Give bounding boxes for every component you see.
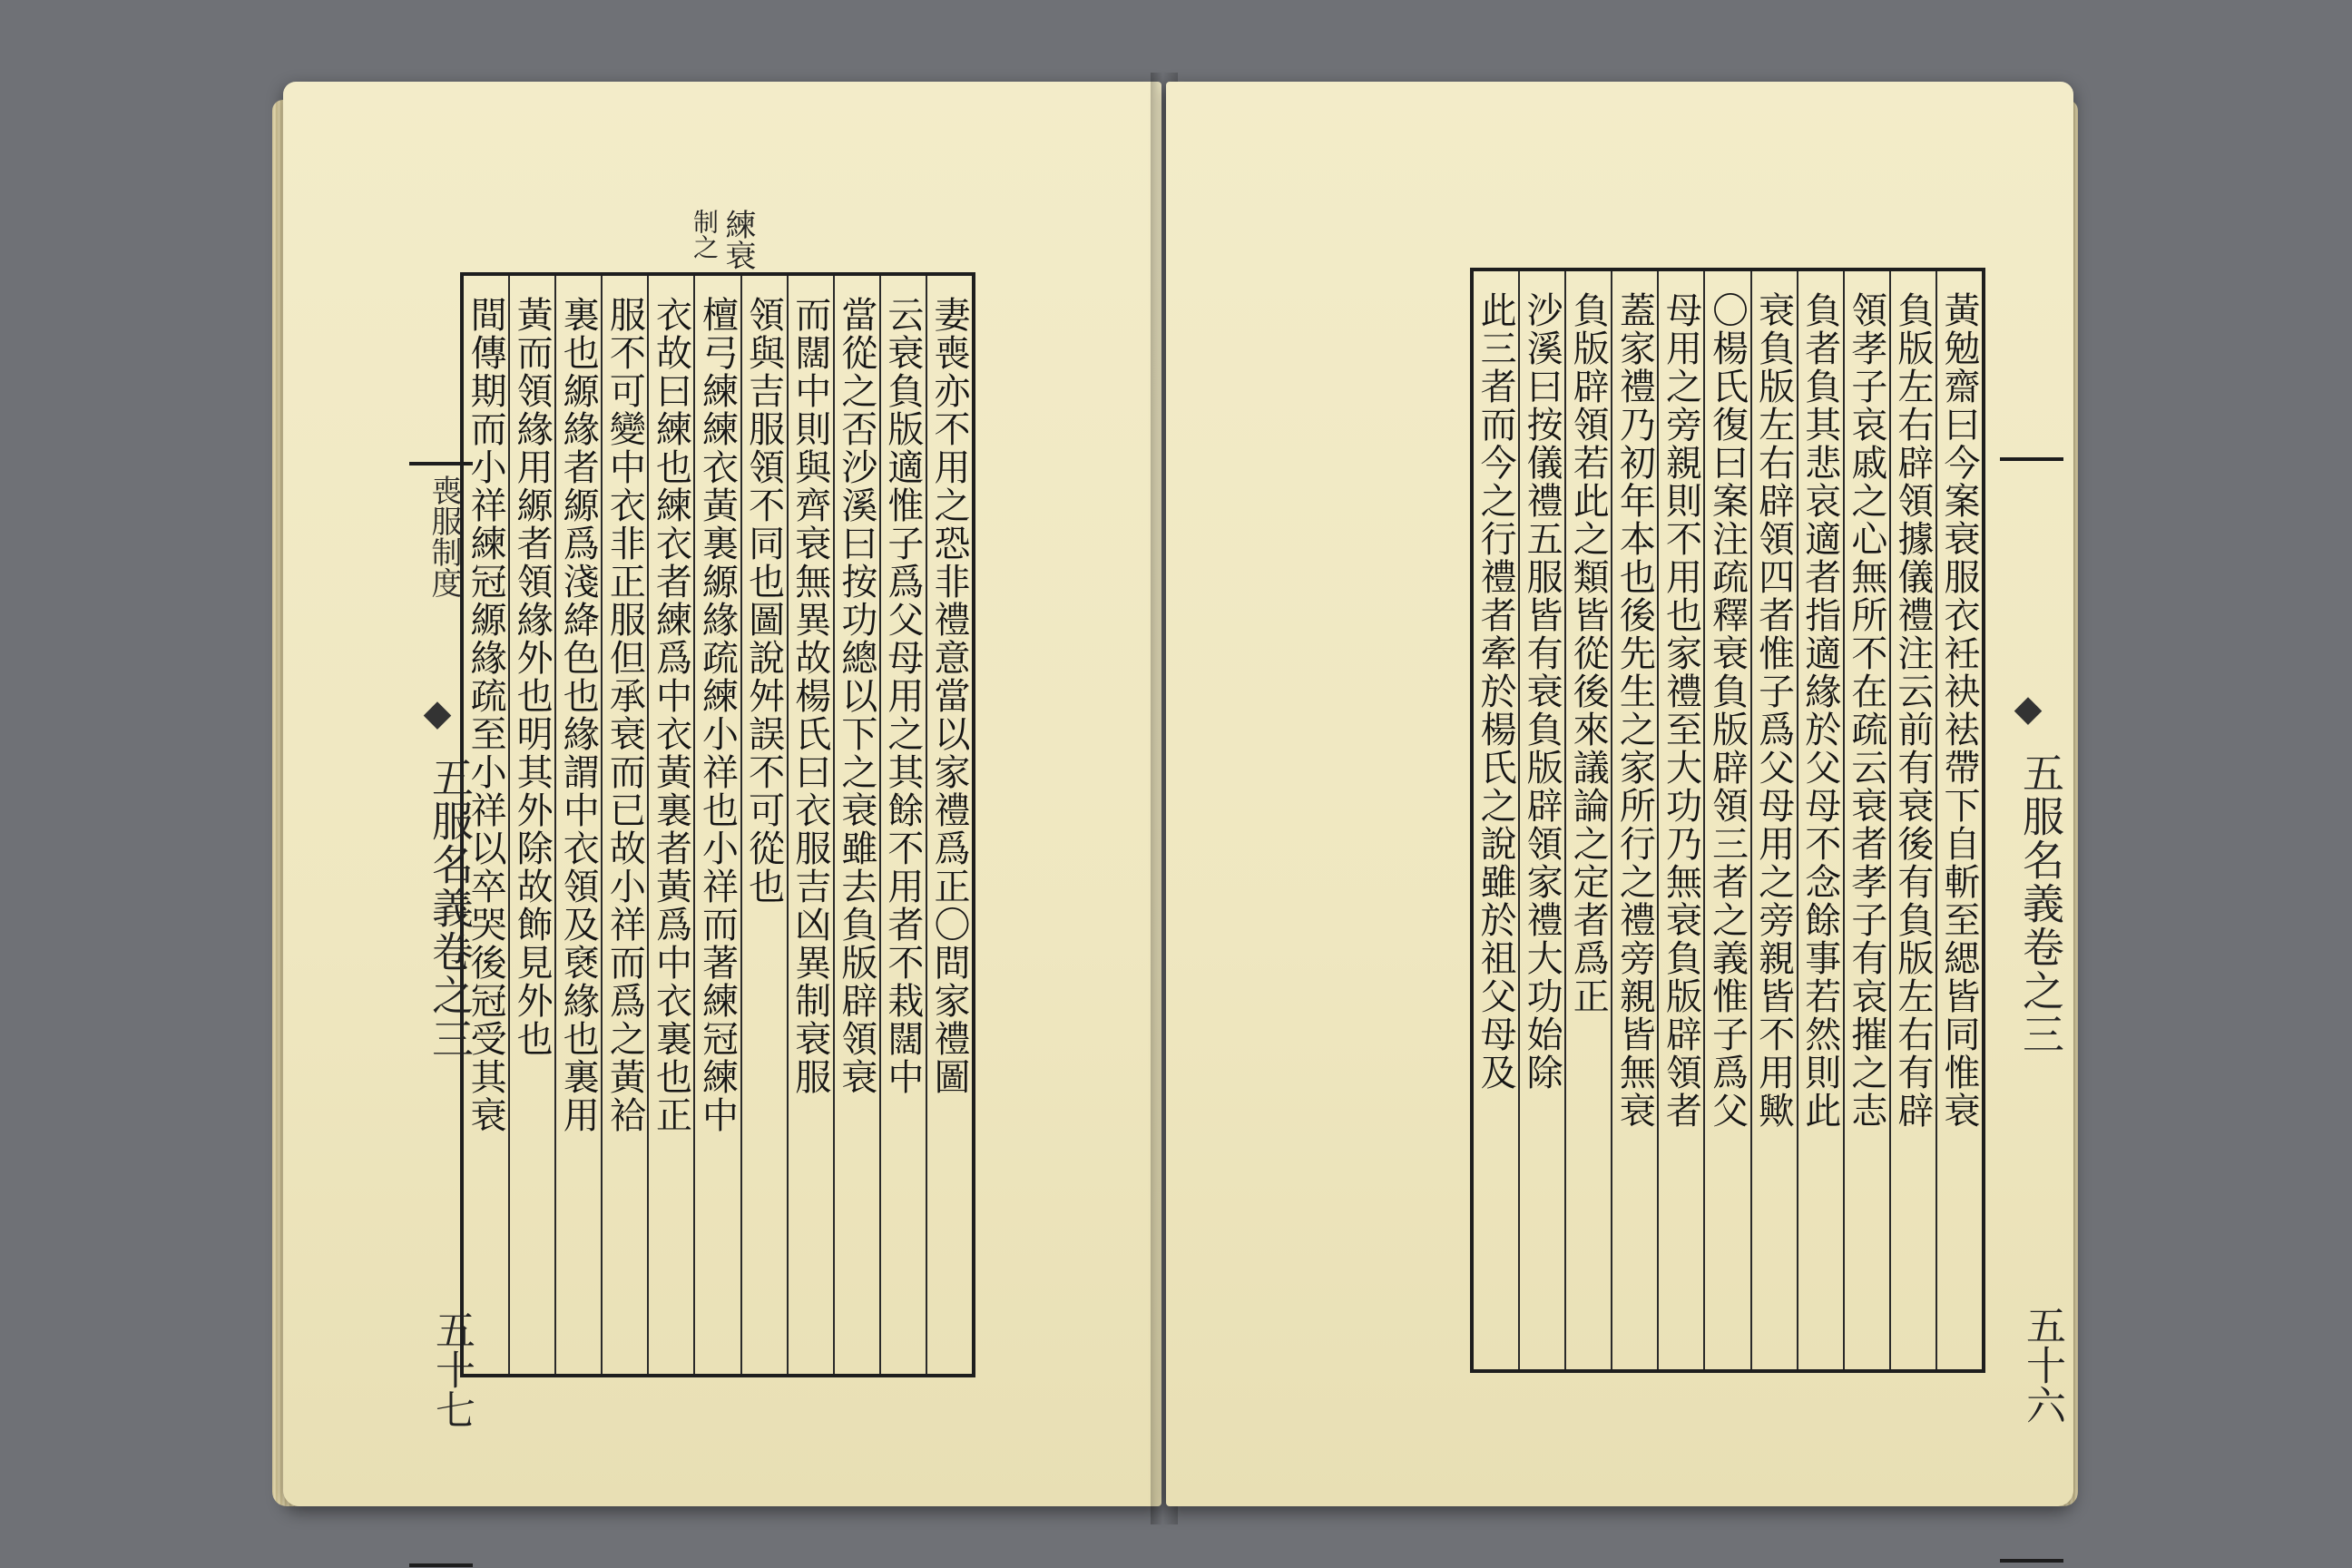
right-text-frame: [1470, 268, 2065, 1425]
right-fold-margin: [2000, 457, 2063, 1563]
header-gloss-col-1: 練衰: [720, 209, 756, 270]
text-column: 衰負版左右辟領四者惟子爲父母用之旁親皆不用歟: [1750, 271, 1797, 1369]
text-column: 檀弓練練衣黃裏縓緣疏練小祥也小祥而著練冠練中: [693, 276, 740, 1374]
open-book: [272, 73, 2078, 1543]
text-column: 服不可變中衣非正服但承衰而已故小祥而爲之黃袷: [601, 276, 647, 1374]
text-column: 黃而領緣用縓者領緣外也明其外除故飾見外也: [508, 276, 554, 1374]
left-fold-margin: [409, 462, 473, 1567]
left-page: [283, 82, 1161, 1506]
text-column: 母用之旁親則不用也家禮至大功乃無衰負版辟領者: [1657, 271, 1703, 1369]
text-column: 裏也縓緣者縓爲淺絳色也緣謂中衣領及褎緣也裏用: [554, 276, 601, 1374]
text-column: 而闊中則與齊衰無異故楊氏曰衣服吉凶異制衰服: [787, 276, 833, 1374]
text-column: 〇楊氏復曰案注疏釋衰負版辟領三者之義惟子爲父: [1703, 271, 1749, 1369]
left-text-frame: [416, 272, 975, 1429]
text-column: 負者負其悲哀適者指適緣於父母不念餘事若然則此: [1797, 271, 1843, 1369]
text-column: 沙溪曰按儀禮五服皆有衰負版辟領家禮大功始除: [1518, 271, 1564, 1369]
text-column: 衣故曰練也練衣者練爲中衣黃裏者黃爲中衣裏也正: [647, 276, 693, 1374]
text-column: 云衰負版適惟子爲父母用之其餘不用者不栽闊中: [879, 276, 926, 1374]
right-page: [1166, 82, 2073, 1506]
text-column: 領與吉服領不同也圖說舛誤不可從也: [740, 276, 787, 1374]
text-column: 妻喪亦不用之恐非禮意當以家禮爲正〇問家禮圖: [926, 276, 972, 1374]
text-column: 黃勉齋曰今案衰服衣衽袂袪帶下自斬至緦皆同惟衰: [1936, 271, 1982, 1369]
fish-tail-mark-icon: ◆: [416, 692, 458, 734]
text-column: 此三者而今之行禮者牽於楊氏之說雖於祖父母及: [1475, 291, 1517, 1092]
text-column: 領孝子哀戚之心無所不在疏云衰者孝子有哀摧之志: [1843, 271, 1889, 1369]
fish-tail-mark-icon: ◆: [2007, 688, 2049, 730]
left-text-columns: [464, 276, 972, 1374]
header-gloss: [690, 209, 756, 270]
fold-page-number: 五十七: [428, 1309, 475, 1429]
right-text-columns: [1474, 271, 1982, 1369]
fold-page-number: 五十六: [2019, 1305, 2065, 1425]
fold-title: 喪服制度: [426, 475, 462, 598]
text-column: 負版辟領若此之類皆從後來議論之定者爲正: [1564, 271, 1611, 1369]
text-column: 蓋家禮乃初年本也後先生之家所行之禮旁親皆無衰: [1611, 271, 1657, 1369]
header-gloss-col-2: 制之: [690, 209, 720, 260]
text-column: 當從之否沙溪曰按功總以下之衰雖去負版辟領衰: [833, 276, 879, 1374]
text-column: 間傳期而小祥練冠縓緣疏至小祥以卒哭後冠受其衰: [465, 296, 507, 1134]
fold-volume-title: 五服名義卷之三: [2016, 751, 2065, 1056]
fold-volume-title: 五服名義卷之三: [426, 756, 475, 1061]
text-column: 負版左右辟領據儀禮注云前有衰後有負版左右有辟: [1889, 271, 1936, 1369]
